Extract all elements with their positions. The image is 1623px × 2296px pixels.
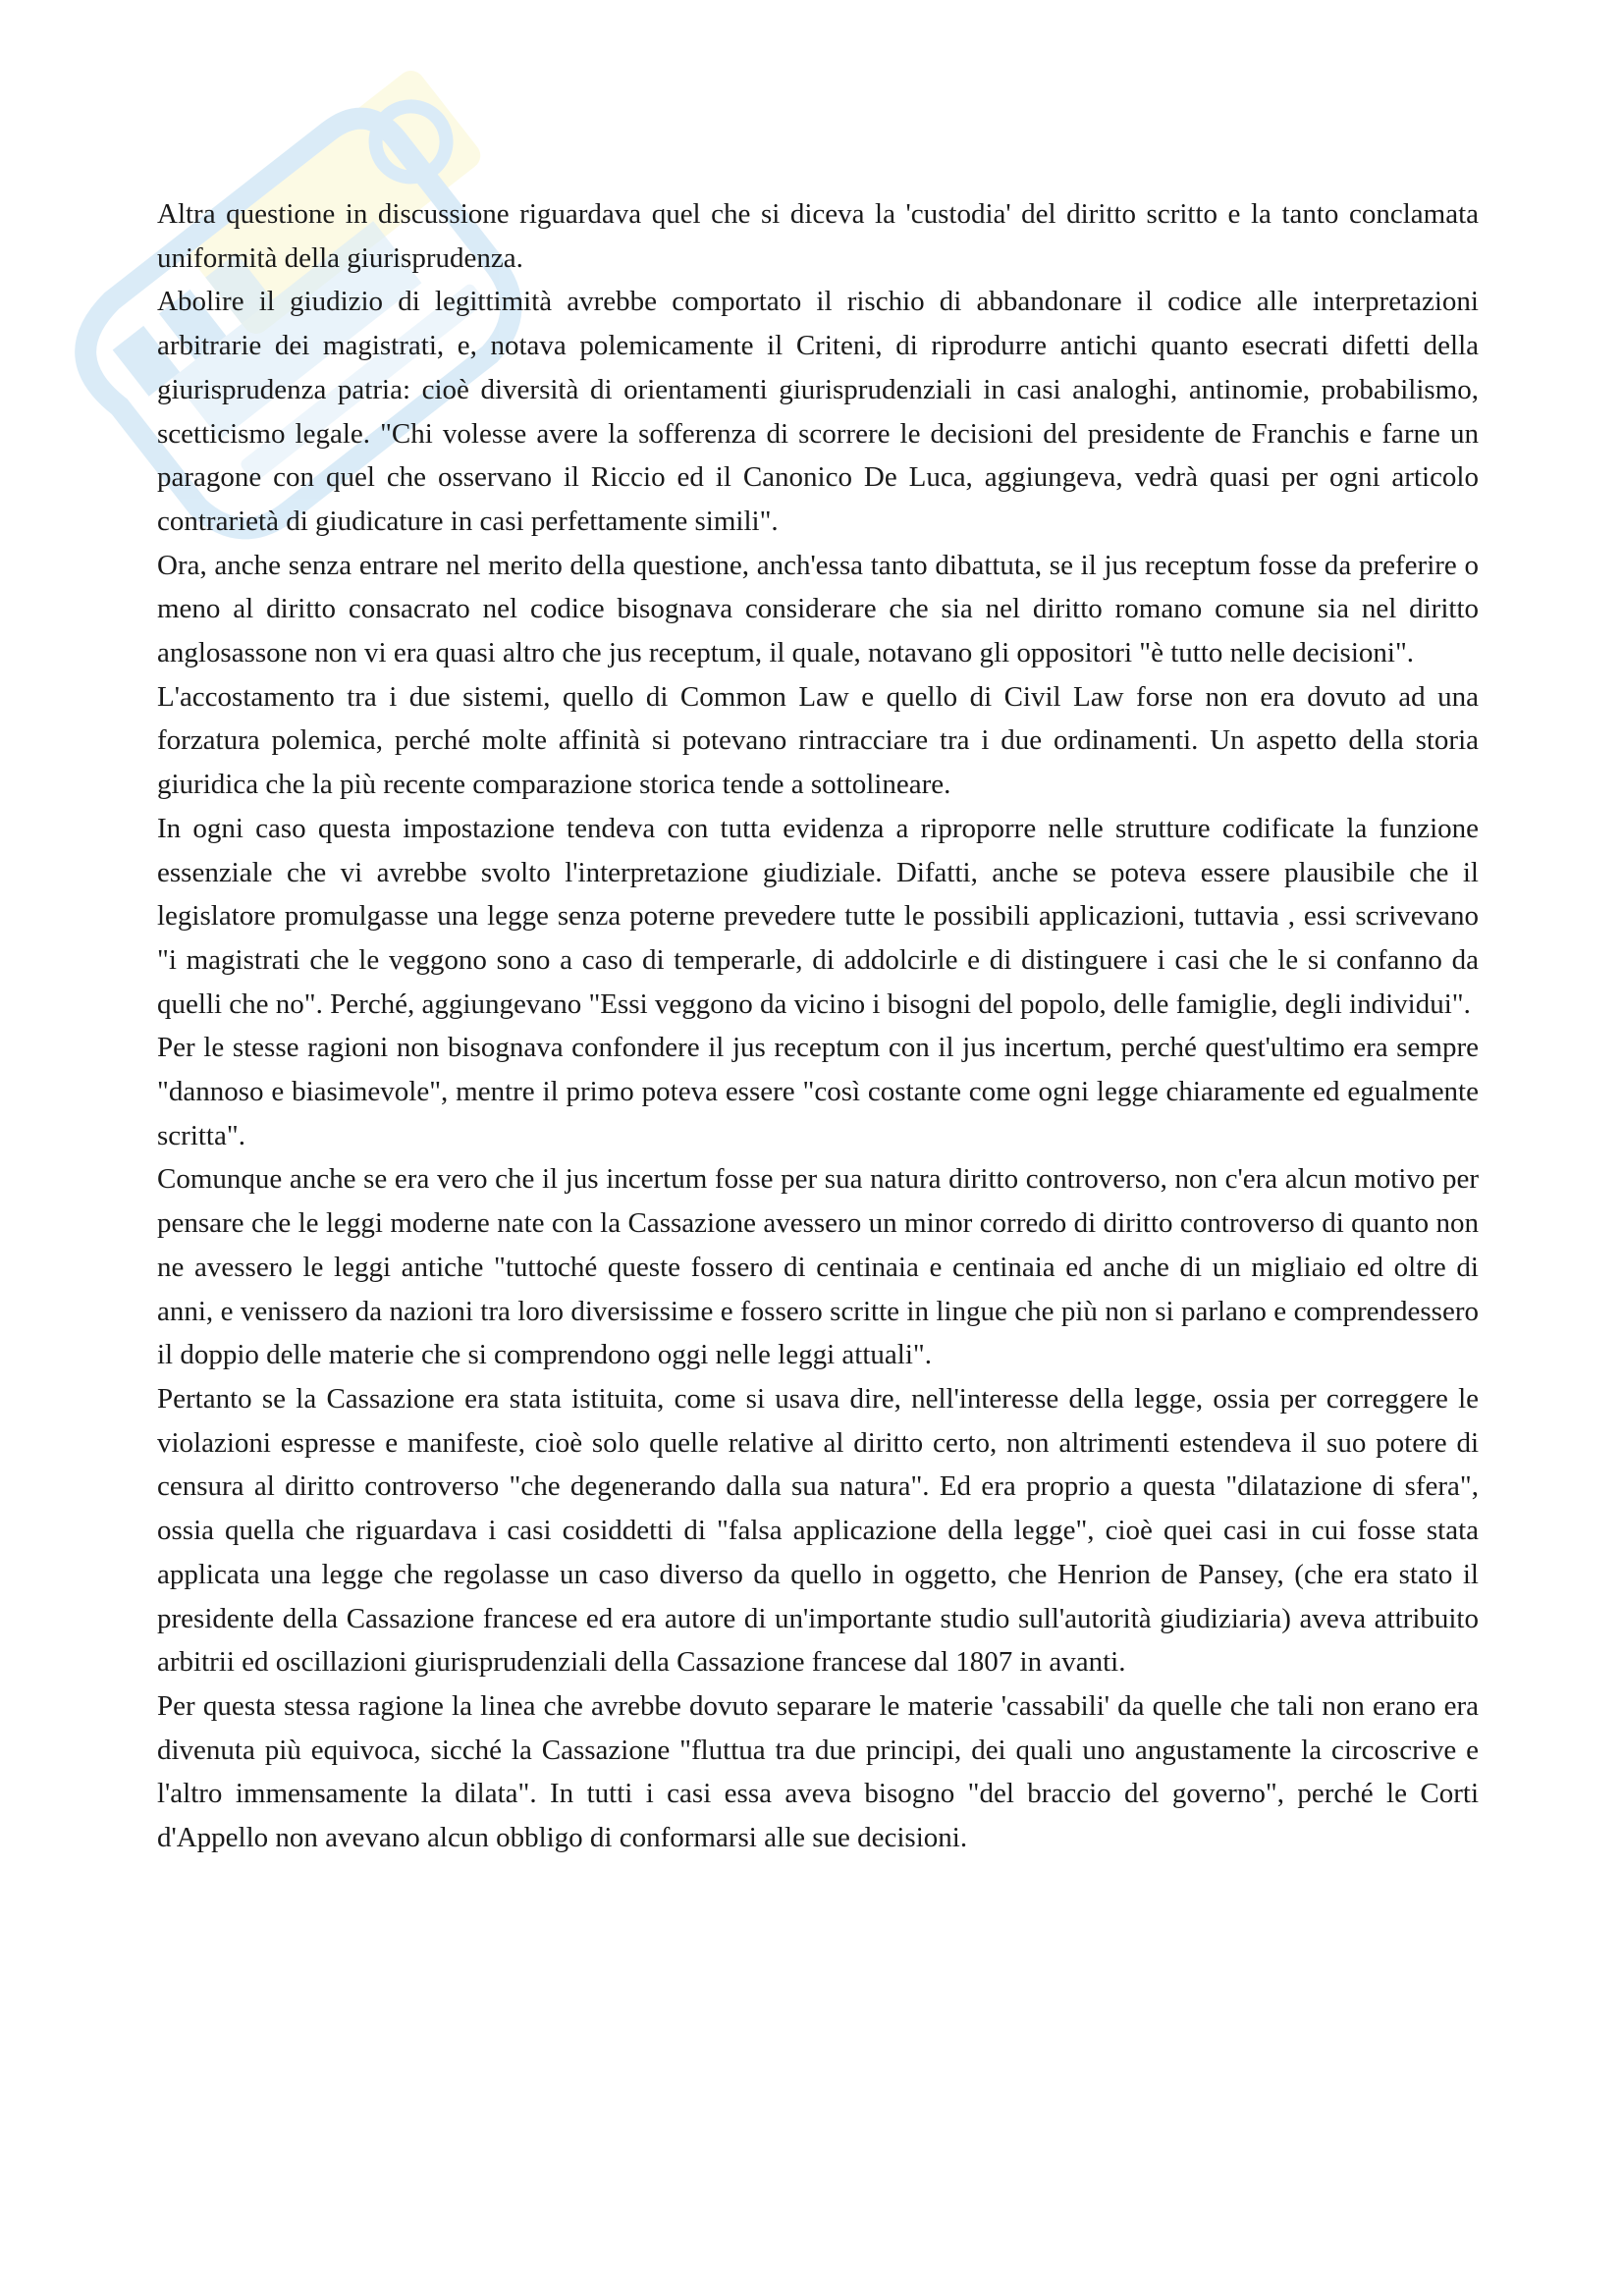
paragraph: Pertanto se la Cassazione era stata istituita, come si usava dire, nell'interesse della legge, ossia per correggere le violazioni espresse e manifeste, cioè solo quelle relative al diritto certo, non altrimenti estendeva il suo potere di censura al diritto controverso "che degenerando dalla sua natura". Ed era proprio a questa "dilatazione di sfera", ossia quella che riguardava i casi cosiddetti di "falsa applicazione della legge", cioè quei casi in cui fosse stata applicata una legge che regolasse un caso diverso da quello in oggetto, che Henrion de Pansey, (che era stato il presidente della Cassazione francese ed era autore di un'importante studio sull'autorità giudiziaria) aveva attribuito arbitrii ed oscillazioni giurisprudenziali della Cassazione francese dal 1807 in avanti.	[157, 1382, 1479, 1679]
paragraph: Per questa stessa ragione la linea che avrebbe dovuto separare le materie 'cassabili' da quelle che tali non erano era divenuta più equivoca, sicché la Cassazione "fluttua tra due principi, dei quali uno angustamente la circoscrive e l'altro immensamente la dilata". In tutti i casi essa aveva bisogno "del braccio del governo", perché le Corti d'Appello non avevano alcun obbligo di conformarsi alle sue decisioni.	[157, 1689, 1479, 1854]
paragraph: Ora, anche senza entrare nel merito della questione, anch'essa tanto dibattuta, se il jus receptum fosse da preferire o meno al diritto consacrato nel codice bisognava considerare che sia nel diritto romano comune sia nel diritto anglosassone non vi era quasi altro che jus receptum, il quale, notavano gli oppositori "è tutto nelle decisioni".	[157, 549, 1479, 669]
document-body	[157, 192, 1479, 1860]
paragraph: Comunque anche se era vero che il jus incertum fosse per sua natura diritto controverso, non c'era alcun motivo per pensare che le leggi moderne nate con la Cassazione avessero un minor corredo di diritto controverso di quanto non ne avessero le leggi antiche "tuttoché queste fossero di centinaia e centinaia ed anche di un migliaio ed oltre di anni, e venissero da nazioni tra loro diversissime e fossero scritte in lingue che più non si parlano e comprendessero il doppio delle materie che si comprendono oggi nelle leggi attuali".	[157, 1163, 1479, 1371]
paragraph: Abolire il giudizio di legittimità avrebbe comportato il rischio di abbandonare il codice alle interpretazioni arbitrarie dei magistrati, e, notava polemicamente il Criteni, di riprodurre antichi quanto esecrati difetti della giurisprudenza patria: cioè diversità di orientamenti giurisprudenziali in casi analoghi, antinomie, probabilismo, scetticismo legale. "Chi volesse avere la sofferenza di scorrere le decisioni del presidente de Franchis e farne un paragone con quel che osservano il Riccio ed il Canonico De Luca, aggiungeva, vedrà quasi per ogni articolo contrarietà di giudicature in casi perfettamente simili".	[157, 286, 1479, 537]
paragraph: L'accostamento tra i due sistemi, quello di Common Law e quello di Civil Law forse non era dovuto ad una forzatura polemica, perché molte affinità si potevano rintracciare tra i due ordinamenti. Un aspetto della storia giuridica che la più recente comparazione storica tende a sottolineare.	[157, 680, 1479, 801]
paragraph: In ogni caso questa impostazione tendeva con tutta evidenza a riproporre nelle strutture codificate la funzione essenziale che vi avrebbe svolto l'interpretazione giudiziale. Difatti, anche se poteva essere plausibile che il legislatore promulgasse una legge senza poterne prevedere tutte le possibili applicazioni, tuttavia , essi scrivevano "i magistrati che le veggono sono a caso di temperarle, di addolcirle e di distinguere i casi che le si confanno da quelli che no". Perché, aggiungevano "Essi veggono da vicino i bisogni del popolo, delle famiglie, degli individui".	[157, 812, 1479, 1020]
paragraph: Altra questione in discussione riguardava quel che si diceva la 'custodia' del diritto scritto e la tanto conclamata uniformità della giurisprudenza.	[157, 198, 1479, 274]
paragraph: Per le stesse ragioni non bisognava confondere il jus receptum con il jus incertum, perché quest'ultimo era sempre "dannoso e biasimevole", mentre il primo poteva essere "così costante come ogni legge chiaramente ed egualmente scritta".	[157, 1032, 1479, 1151]
